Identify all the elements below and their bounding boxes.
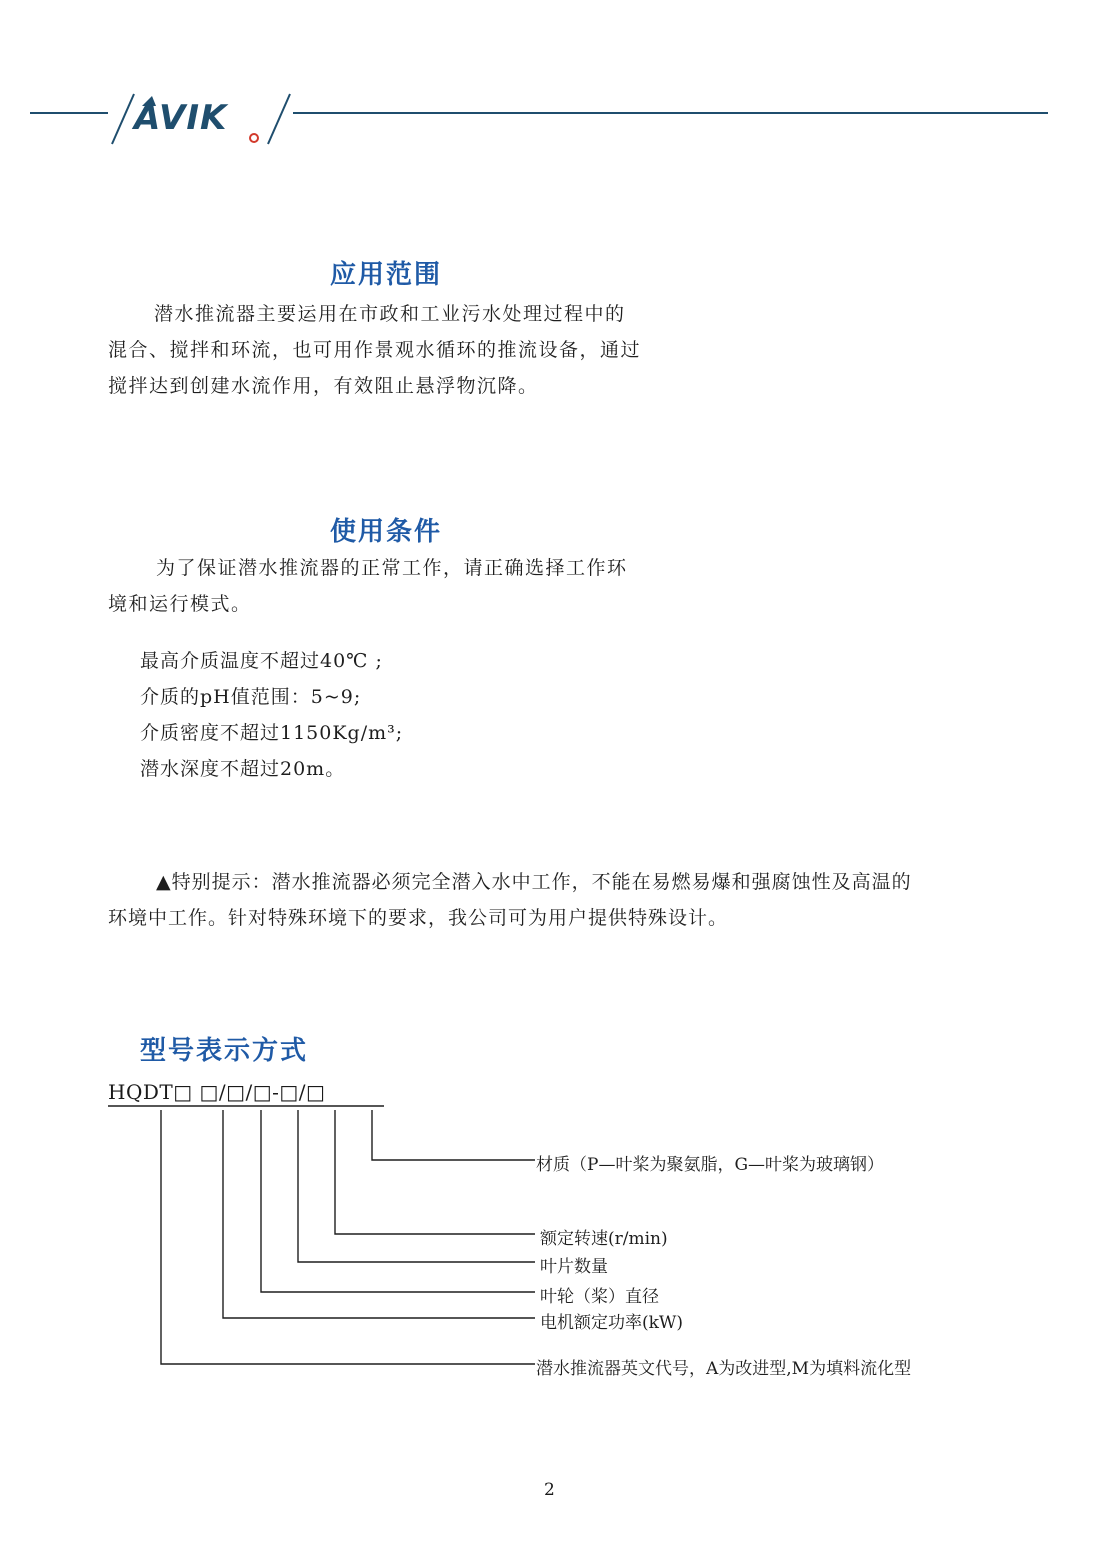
conditions-title: 使用条件 (330, 517, 443, 547)
legend-rated-speed: 额定转速(r/min) (540, 1229, 668, 1249)
conditions-line: 为了保证潜水推流器的正常工作，请正确选择工作环 (156, 557, 628, 579)
condition-item: 介质密度不超过1150Kg/m³; (140, 722, 404, 744)
application-line: 潜水推流器主要运用在市政和工业污水处理过程中的 (154, 303, 626, 325)
legend-material: 材质（P—叶桨为聚氨脂，G—叶桨为玻璃钢） (536, 1155, 885, 1175)
application-line: 搅拌达到创建水流作用，有效阻止悬浮物沉降。 (108, 375, 539, 397)
model-title: 型号表示方式 (140, 1036, 309, 1066)
condition-item: 最高介质温度不超过40℃ ; (140, 650, 383, 672)
legend-english-code: 潜水推流器英文代号，A为改进型,M为填料流化型 (536, 1359, 912, 1379)
legend-blade-count: 叶片数量 (540, 1257, 608, 1277)
notice-line: ▲特别提示：潜水推流器必须完全潜入水中工作，不能在易燃易爆和强腐蚀性及高温的 (156, 871, 912, 893)
logo-text: AVIK (134, 98, 228, 138)
condition-item: 潜水深度不超过20m。 (140, 758, 346, 780)
application-title: 应用范围 (330, 260, 443, 290)
notice-line: 环境中工作。针对特殊环境下的要求，我公司可为用户提供特殊设计。 (108, 907, 729, 929)
conditions-line: 境和运行模式。 (108, 593, 252, 615)
model-code: HQDT□ □/□/□-□/□ (108, 1080, 326, 1104)
legend-impeller-diameter: 叶轮（桨）直径 (540, 1287, 659, 1307)
page-number: 2 (544, 1480, 555, 1500)
legend-motor-power: 电机额定功率(kW) (540, 1313, 684, 1333)
condition-item: 介质的pH值范围：5~9; (140, 686, 362, 708)
application-line: 混合、搅拌和环流，也可用作景观水循环的推流设备，通过 (108, 339, 642, 361)
